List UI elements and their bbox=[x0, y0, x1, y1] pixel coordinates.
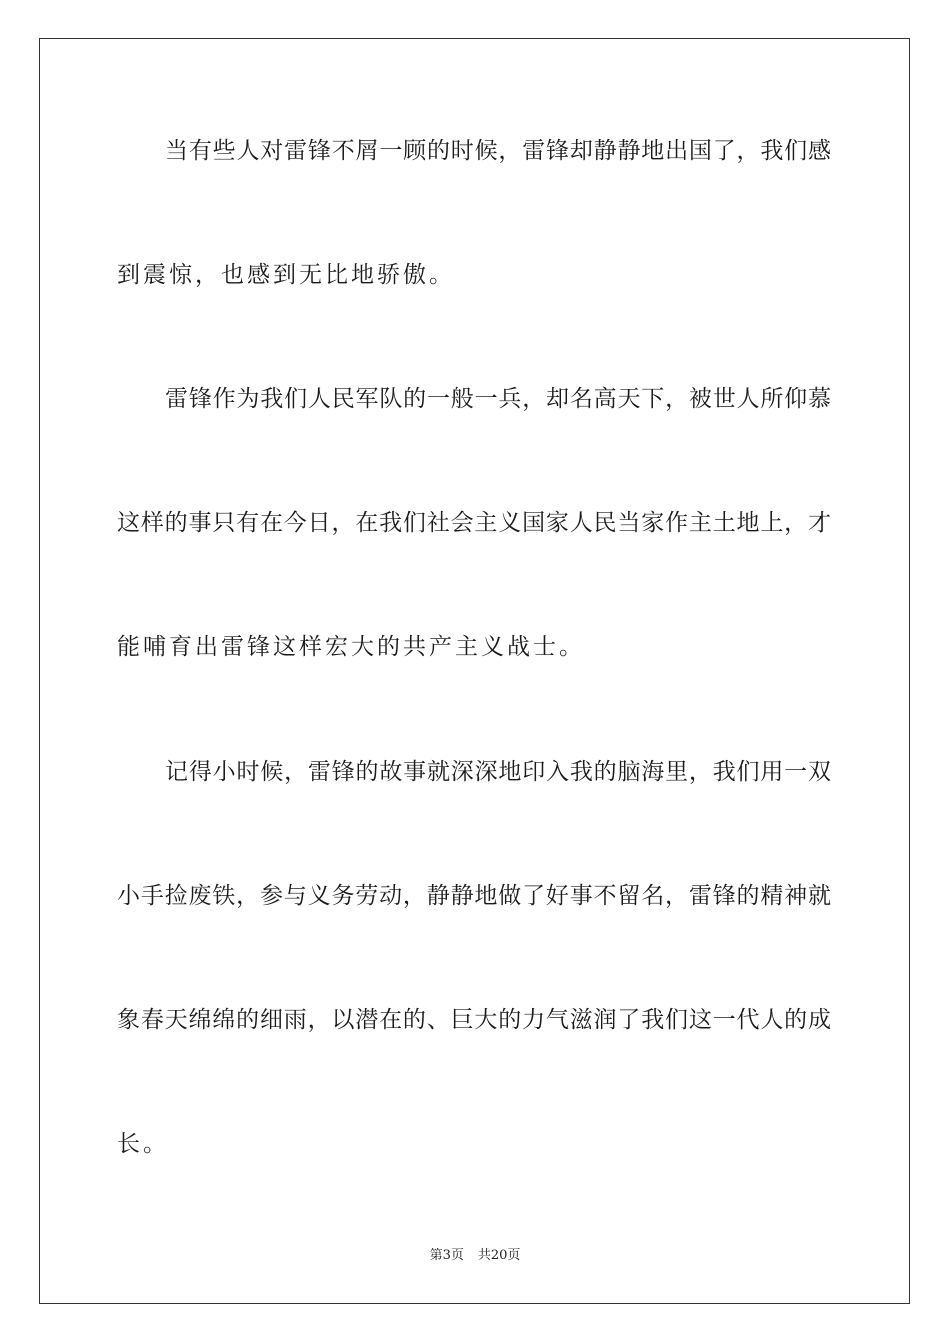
paragraph-3-line-2: 小手捡废铁，参与义务劳动，静静地做了好事不留名，雷锋的精神就 bbox=[117, 883, 831, 909]
paragraph-1-line-2: 到震惊，也感到无比地骄傲。 bbox=[117, 262, 455, 288]
paragraph-2-line-3: 能哺育出雷锋这样宏大的共产主义战士。 bbox=[117, 634, 585, 660]
paragraph-1-line-1: 当有些人对雷锋不屑一顾的时候，雷锋却静静地出国了，我们感 bbox=[165, 138, 831, 164]
page-footer bbox=[0, 1247, 950, 1265]
paragraph-3-line-1: 记得小时候，雷锋的故事就深深地印入我的脑海里，我们用一双 bbox=[165, 759, 831, 785]
paragraph-2-line-1: 雷锋作为我们人民军队的一般一兵，却名高天下，被世人所仰慕 bbox=[165, 386, 831, 412]
paragraph-2-line-2: 这样的事只有在今日，在我们社会主义国家人民当家作主土地上，才 bbox=[117, 510, 831, 536]
page-frame bbox=[39, 38, 910, 1304]
paragraph-3-line-3: 象春天绵绵的细雨，以潜在的、巨大的力气滋润了我们这一代人的成 bbox=[117, 1007, 831, 1033]
paragraph-3-line-4: 长。 bbox=[117, 1131, 169, 1157]
page-number: 第3页 bbox=[429, 1248, 464, 1263]
total-pages: 共20页 bbox=[477, 1248, 521, 1263]
